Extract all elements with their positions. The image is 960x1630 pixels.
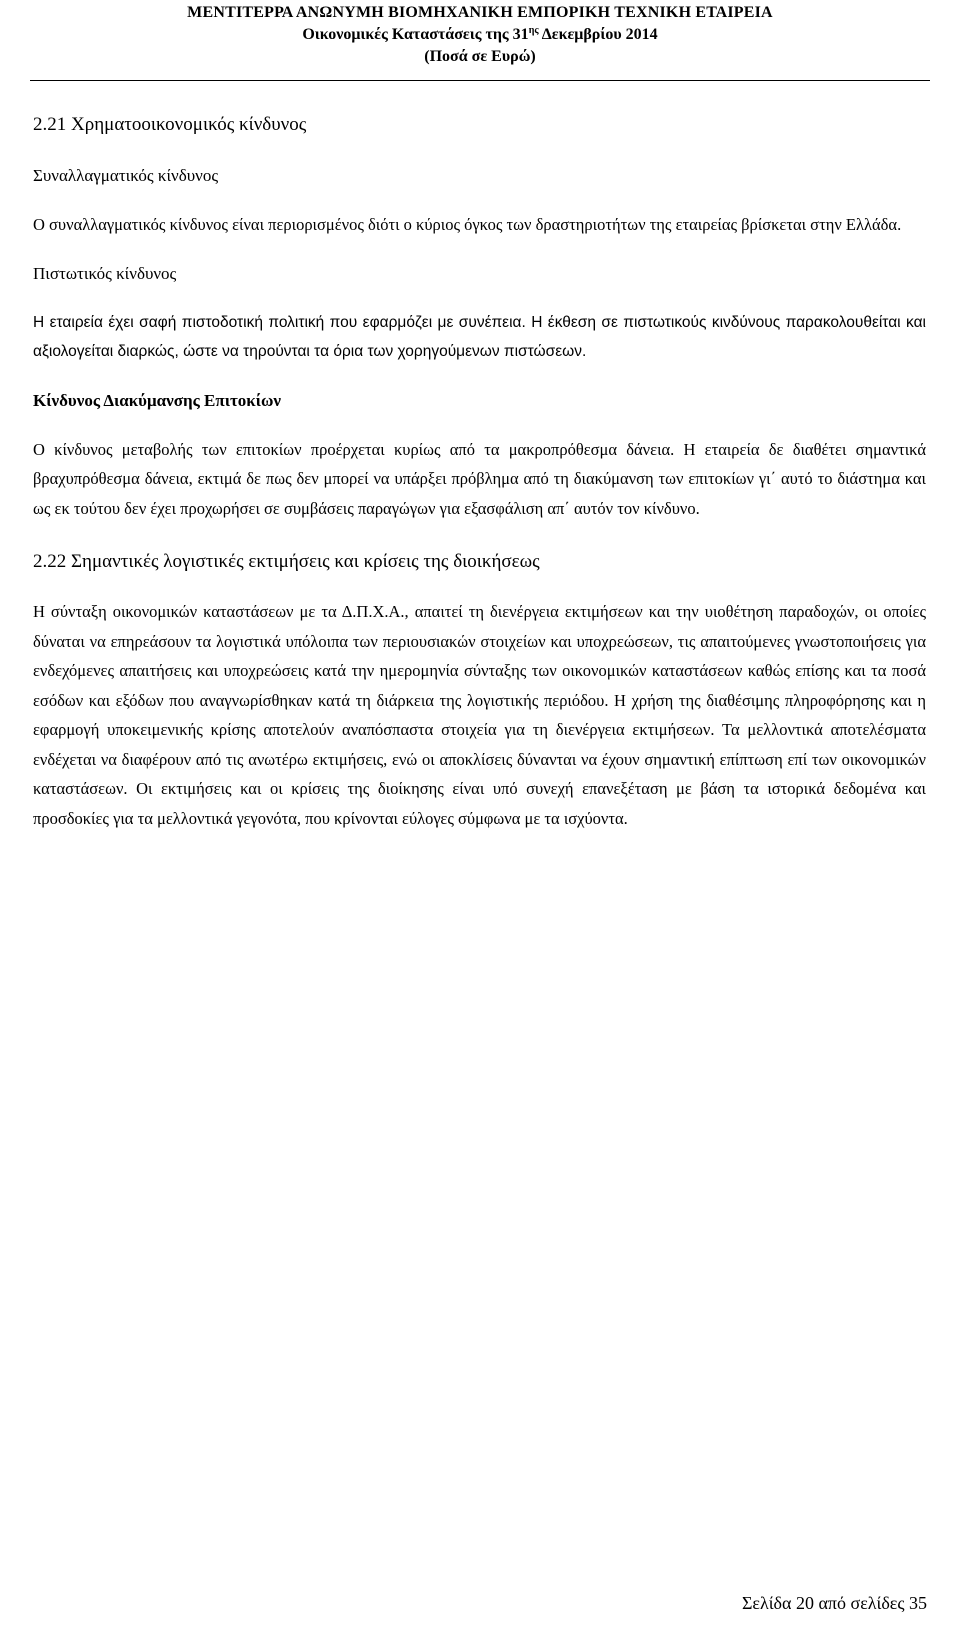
- page-header: [0, 2, 960, 68]
- credit-risk-title: Πιστωτικός κίνδυνος: [33, 263, 177, 283]
- interest-risk-text: Ο κίνδυνος μεταβολής των επιτοκίων προέρχεται κυρίως από τα μακροπρόθεσμα δάνεια. Η εταιρεία δε διαθέτει σημαντικά βραχυπρόθεσμα δάνεια, εκτιμά δε πως δεν μπορεί να υπάρξει πρόβλημα από τη διακύμανση των επιτοκίων γι΄ αυτό το διάστημα και ως εκ τούτου δεν έχει προχωρήσει σε συμβάσεις παραγώγων για εξασφάλιση απ΄ αυτόν τον κίνδυνο.: [33, 439, 926, 518]
- statements-title-sup: ης: [528, 25, 539, 36]
- statements-title-suffix: Δεκεμβρίου 2014: [538, 26, 658, 43]
- company-name: ΜΕΝΤΙΤΕΡΡΑ ΑΝΩΝΥΜΗ ΒΙΟΜΗΧΑΝΙΚΗ ΕΜΠΟΡΙΚΗ ΤΕΧΝΙΚΗ ΕΤΑΙΡΕΙΑ: [187, 4, 773, 21]
- page-number: Σελίδα 20 από σελίδες 35: [741, 1593, 927, 1613]
- section-221-title: 2.21 Χρηματοοικονομικός κίνδυνος: [33, 114, 307, 135]
- fx-risk-title: Συναλλαγματικός κίνδυνος: [33, 166, 219, 185]
- currency-note: (Ποσά σε Ευρώ): [424, 48, 536, 65]
- header-divider: [30, 80, 930, 81]
- statements-title: [0, 24, 960, 46]
- section-222-text: Η σύνταξη οικονομικών καταστάσεων με τα Δ.Π.Χ.Α., απαιτεί τη διενέργεια εκτιμήσεων και την υιοθέτηση παραδοχών, οι οποίες δύναται να επηρεάσουν τα λογιστικά υπόλοιπα των περιουσιακών στοιχείων και υποχρεώσεων, τις απαιτούμενες γνωστοποιήσεις για ενδεχόμενες απαιτήσεις και υποχρεώσεις κατά την ημερομηνία σύνταξης των οικονομικών καταστάσεων καθώς επίσης και τα ποσά εσόδων και εξόδων που αναγνωρίσθηκαν κατά τη διάρκεια της λογιστικής περιόδου. Η χρήση της διαθέσιμης πληροφόρησης και η εφαρμογή υποκειμενικής κρίσης αποτελούν αναπόσπαστα στοιχεία για τη διενέργεια εκτιμήσεων. Τα μελλοντικά αποτελέσματα ενδέχεται να διαφέρουν από τις ανωτέρω εκτιμήσεις, ενώ οι αποκλίσεις δύνανται να έχουν σημαντική επίπτωση επί των οικονομικών καταστάσεων. Οι εκτιμήσεις και οι κρίσεις της διοίκησης είναι υπό συνεχή επανεξέταση με βάση τα ιστορικά δεδομένα και προσδοκίες για τα μελλοντικά γεγονότα, που κρίνονται εύλογες σύμφωνα με τα ισχύοντα.: [33, 602, 926, 828]
- credit-risk-text: Η εταιρεία έχει σαφή πιστοδοτική πολιτική που εφαρμόζει με συνέπεια. Η έκθεση σε πιστωτικούς κινδύνους παρακολουθείται και αξιολογείται διαρκώς, ώστε να τηρούνται τα όρια των χορηγούμενων πιστώσεων.: [33, 313, 926, 360]
- section-222-title: 2.22 Σημαντικές λογιστικές εκτιμήσεις και κρίσεις της διοικήσεως: [33, 551, 540, 572]
- statements-title-prefix: Οικονομικές Καταστάσεις της 31: [302, 26, 529, 43]
- page-content: [33, 112, 926, 833]
- fx-risk-text: Ο συναλλαγματικός κίνδυνος είναι περιορισμένος διότι ο κύριος όγκος των δραστηριοτήτων της εταιρείας βρίσκεται στην Ελλάδα.: [33, 215, 902, 234]
- interest-risk-title: Κίνδυνος Διακύμανσης Επιτοκίων: [33, 390, 282, 410]
